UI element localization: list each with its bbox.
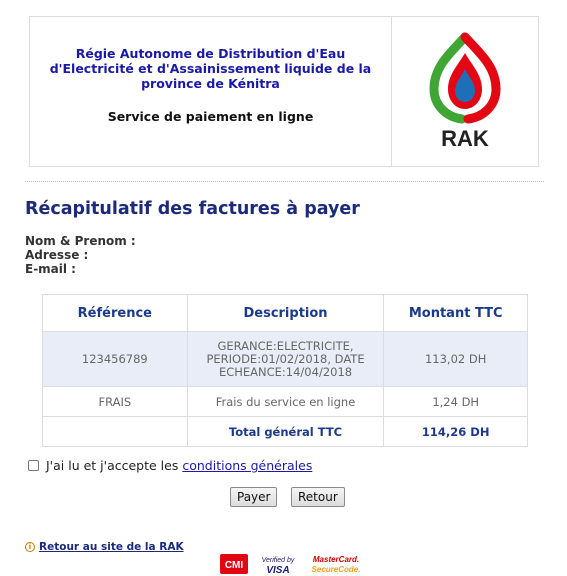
address-label: Adresse :: [25, 248, 89, 262]
visa-top-text: Verified by: [261, 557, 295, 564]
cmi-logo-text: CMI: [224, 560, 244, 571]
description-line: PERIODE:01/02/2018, DATE: [206, 351, 365, 366]
terms-agreement: [28, 458, 312, 473]
cell-reference: FRAIS: [43, 387, 188, 417]
rak-logo: [392, 17, 538, 166]
mc-top-text: MasterCard.: [312, 555, 360, 564]
table-row: [43, 332, 528, 387]
header-amount: Montant TTC: [384, 295, 528, 332]
total-row: [43, 417, 528, 447]
organization-name: Régie Autonome de Distribution d'Eau d'Electricité et d'Assainissement liquide de la province de Kénitra: [49, 45, 372, 91]
accept-terms-checkbox[interactable]: [28, 460, 39, 471]
mc-bottom-text: SecureCode.: [311, 565, 361, 574]
cell-description: Frais du service en ligne: [187, 387, 384, 417]
total-amount: 114,26 DH: [384, 417, 528, 447]
rak-logo-text: RAK: [441, 125, 489, 151]
payment-logos: [220, 553, 364, 575]
total-label: Total général TTC: [187, 417, 384, 447]
header-reference: Référence: [43, 295, 188, 332]
pay-button[interactable]: Payer: [230, 487, 277, 507]
cell-amount: 113,02 DH: [384, 332, 528, 387]
rak-logo-icon: [420, 31, 510, 153]
total-empty-cell: [43, 417, 188, 447]
mastercard-securecode-icon: [308, 553, 364, 575]
back-to-site-label: Retour au site de la RAK: [39, 541, 184, 553]
terms-text: J'ai lu et j'accepte les: [46, 458, 179, 473]
separator: [25, 181, 544, 182]
customer-info: [25, 234, 136, 276]
cmi-logo-icon: [220, 554, 248, 574]
email-label: E-mail :: [25, 262, 76, 276]
back-to-site-link[interactable]: [25, 541, 184, 553]
cell-amount: 1,24 DH: [384, 387, 528, 417]
description-line: ECHEANCE:14/04/2018: [218, 364, 353, 379]
cell-description: [187, 332, 384, 387]
service-title: Service de paiement en ligne: [107, 108, 314, 124]
header-text-block: [30, 17, 392, 166]
back-button[interactable]: Retour: [291, 487, 345, 507]
verified-by-visa-icon: [258, 553, 298, 575]
table-header-row: [43, 295, 528, 332]
header-banner: [29, 16, 539, 167]
page-title: Récapitulatif des factures à payer: [25, 199, 360, 219]
table-row: [43, 387, 528, 417]
invoice-table: [42, 294, 528, 447]
info-circle-icon: i: [25, 542, 35, 552]
terms-link[interactable]: conditions générales: [182, 458, 313, 473]
cell-reference: 123456789: [43, 332, 188, 387]
header-description: Description: [187, 295, 384, 332]
visa-bottom-text: VISA: [266, 565, 290, 575]
description-line: GERANCE:ELECTRICITE,: [217, 338, 354, 353]
name-label: Nom & Prenom :: [25, 234, 136, 248]
